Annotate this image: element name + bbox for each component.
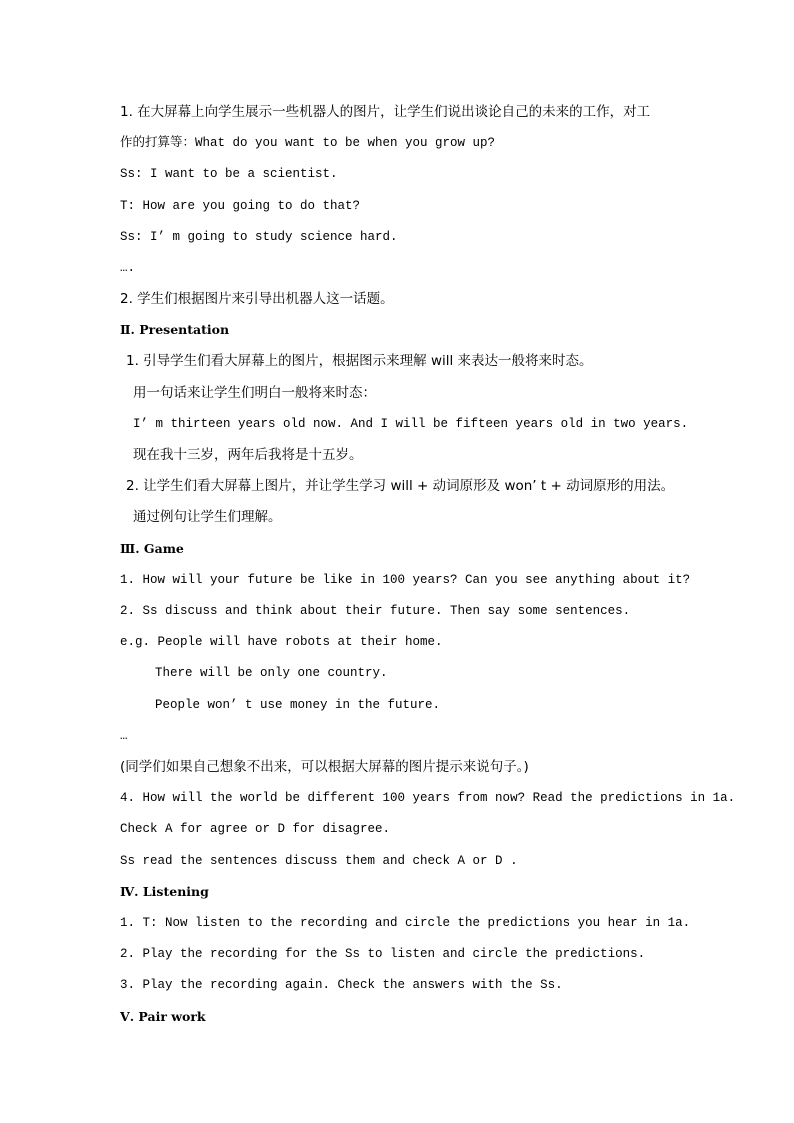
dialogue-line: T: How are you going to do that? (120, 199, 361, 213)
presentation-note-2: 通过例句让学生们理解。 (133, 509, 282, 525)
game-step-4: 4. How will the world be different 100 years from now? Read the predictions in 1a. (120, 791, 736, 805)
presentation-step-1: 1. 引导学生们看大屏幕上的图片，根据图示来理解 will 来表达一般将来时态。 (126, 353, 593, 369)
example-line: e.g. People will have robots at their home. (120, 635, 443, 649)
dialogue-line: Ss: I’ m going to study science hard. (120, 230, 398, 244)
step-2-text: 2. 学生们根据图片来引导出机器人这一话题。 (120, 291, 394, 307)
ellipsis: … (120, 729, 128, 743)
example-line: People won’ t use money in the future. (155, 698, 441, 712)
example-translation: 现在我十三岁，两年后我将是十五岁。 (133, 447, 363, 463)
game-step-4-cont: Check A for agree or D for disagree. (120, 822, 391, 836)
step-1-text: 1. 在大屏幕上向学生展示一些机器人的图片，让学生们说出谈论自己的未来的工作，对工 (120, 104, 651, 120)
section-heading-listening: Ⅳ. Listening (120, 884, 209, 899)
step-1-question: 作的打算等：What do you want to be when you grow up? (120, 136, 496, 150)
presentation-note: 用一句话来让学生们明白一般将来时态： (133, 385, 376, 401)
game-step-4-task: Ss read the sentences discuss them and check A or D . (120, 854, 518, 868)
section-heading-presentation: Ⅱ. Presentation (120, 322, 230, 337)
dialogue-line: Ss: I want to be a scientist. (120, 167, 338, 181)
example-sentence: I’ m thirteen years old now. And I will be fifteen years old in two years. (133, 417, 689, 431)
listening-step-1: 1. T: Now listen to the recording and circle the predictions you hear in 1a. (120, 916, 691, 930)
game-step-2: 2. Ss discuss and think about their future. Then say some sentences. (120, 604, 631, 618)
listening-step-2: 2. Play the recording for the Ss to listen and circle the predictions. (120, 947, 646, 961)
section-heading-game: Ⅲ. Game (120, 541, 184, 556)
section-heading-pair-work: Ⅴ. Pair work (120, 1009, 206, 1024)
game-note: (同学们如果自己想象不出来，可以根据大屏幕的图片提示来说句子。) (120, 759, 529, 775)
presentation-step-2: 2. 让学生们看大屏幕上图片，并让学生学习 will + 动词原形及 won’ t + 动词原形的用法。 (126, 478, 675, 494)
example-line: There will be only one country. (155, 666, 388, 680)
ellipsis: …. (120, 261, 136, 275)
game-step-1: 1. How will your future be like in 100 years? Can you see anything about it? (120, 573, 691, 587)
listening-step-3: 3. Play the recording again. Check the answers with the Ss. (120, 978, 563, 992)
